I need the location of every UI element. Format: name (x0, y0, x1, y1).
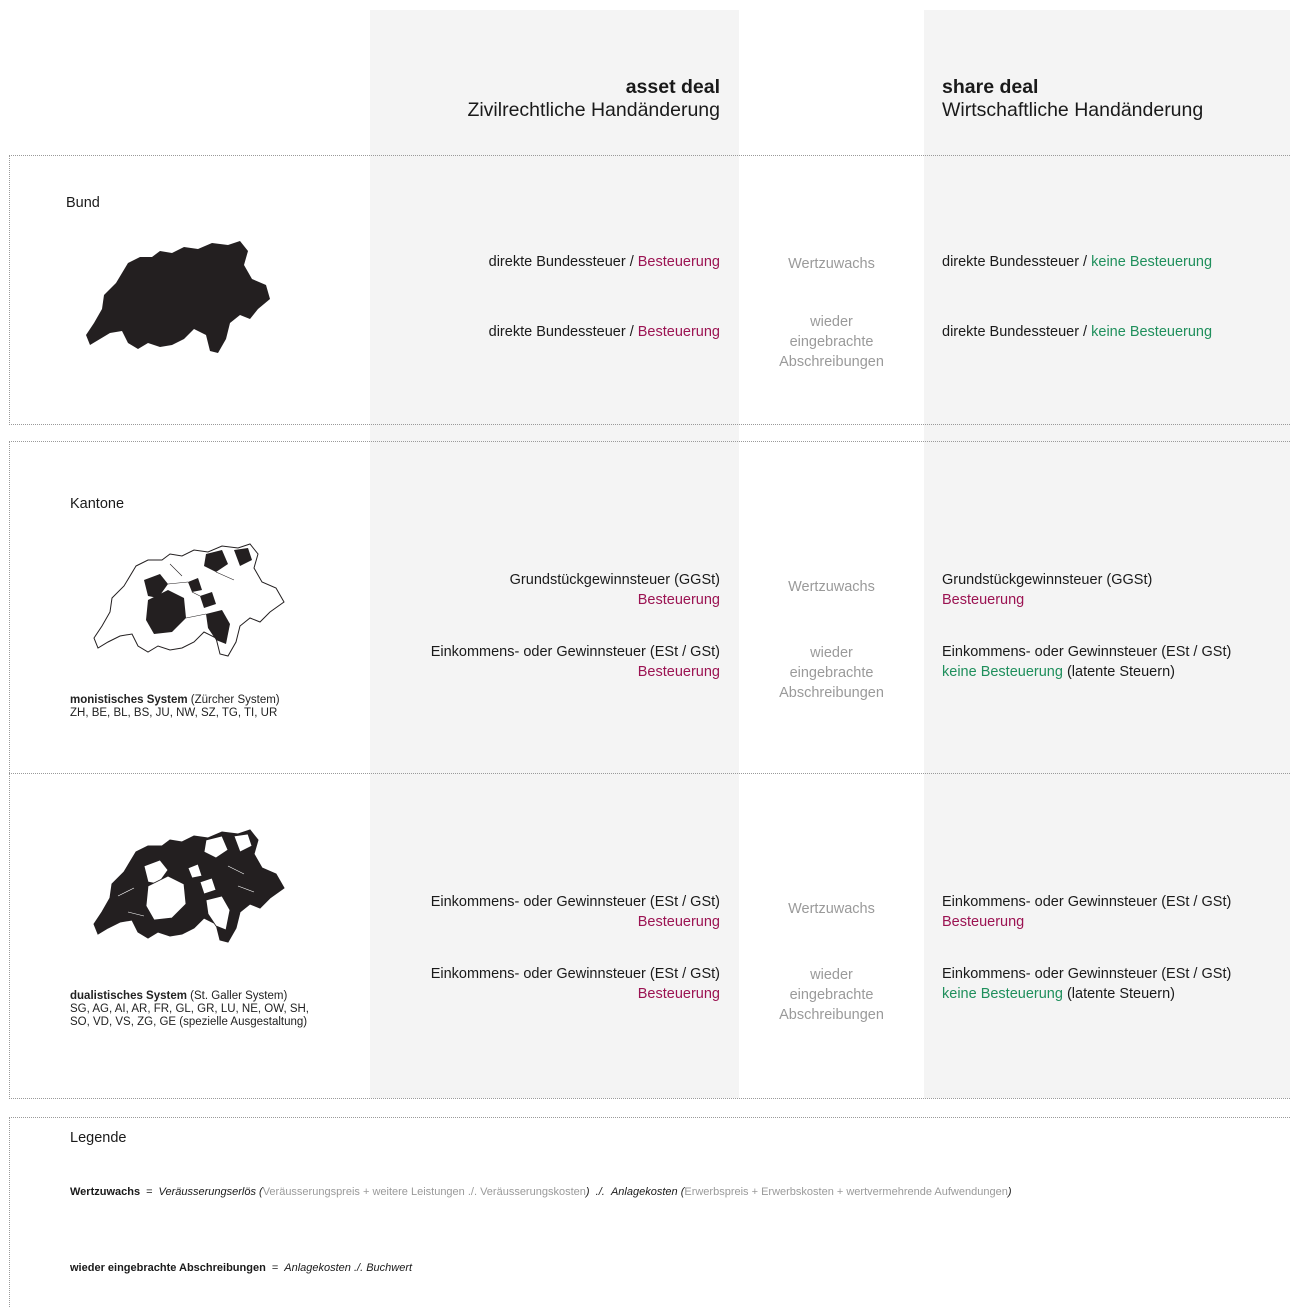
bund-middle-row-2: wieder eingebrachte Abschreibungen (779, 314, 884, 370)
bund-share-row-1 (942, 252, 1212, 272)
asset-deal-subtitle: Zivilrechtliche Handänderung (467, 99, 720, 121)
legend-part: Veräusserungserlös (158, 1186, 256, 1198)
tax-name: Einkommens- oder Gewinnsteuer (ESt / GSt) (942, 894, 1232, 910)
legend-operator: ./. (595, 1186, 605, 1198)
share-deal-header (942, 76, 1203, 122)
tax-status: keine Besteuerung (942, 986, 1063, 1002)
tax-name: Grundstückgewinnsteuer (GGSt) (509, 572, 720, 588)
legend-paren: ) (1007, 1186, 1012, 1198)
tax-status: Besteuerung (942, 914, 1025, 930)
dualistic-system-caption (70, 990, 309, 1029)
mono-middle-row-1: Wertzuwachs (788, 579, 875, 595)
tax-status: keine Besteuerung (1091, 254, 1213, 270)
asset-deal-header (467, 76, 720, 122)
asset-deal-title: asset deal (625, 76, 720, 98)
monistic-cantons-map-icon (88, 540, 303, 670)
share-deal-subtitle: Wirtschaftliche Handänderung (942, 99, 1204, 121)
tax-name: direkte Bundessteuer / (488, 324, 638, 340)
tax-status: Besteuerung (637, 986, 720, 1002)
bund-label: Bund (66, 195, 100, 211)
legend-title: Legende (70, 1130, 127, 1146)
legend-paren: ) (585, 1186, 590, 1198)
tax-name: direkte Bundessteuer / (942, 254, 1092, 270)
dual-asset-row-2 (431, 964, 720, 1004)
legend-equals: = (146, 1186, 153, 1198)
dual-share-row-1 (942, 892, 1231, 932)
legend-paren: ( (680, 1186, 685, 1198)
tax-name: Einkommens- oder Gewinnsteuer (ESt / GSt) (430, 966, 720, 982)
mono-asset-row-1 (510, 570, 720, 610)
tax-status: keine Besteuerung (1091, 324, 1213, 340)
mono-share-row-1 (942, 570, 1152, 610)
legend-section (9, 1117, 1290, 1307)
legend-detail: Veräusserungspreis + weitere Leistungen ./. Veräusserungskosten (262, 1186, 586, 1198)
tax-note: (latente Steuern) (1062, 986, 1175, 1002)
canton-list: SG, AG, AI, AR, FR, GL, GR, LU, NE, OW, SH, (70, 1003, 310, 1015)
mono-share-row-2 (942, 642, 1231, 682)
tax-name: Einkommens- oder Gewinnsteuer (ESt / GSt) (430, 644, 720, 660)
tax-name: Einkommens- oder Gewinnsteuer (ESt / GSt) (942, 644, 1232, 660)
dualistic-cantons-map-icon (88, 826, 303, 956)
tax-name: direkte Bundessteuer / (942, 324, 1092, 340)
system-note: (Zürcher System) (187, 694, 280, 706)
legend-row-wertzuwachs (70, 1186, 1011, 1198)
tax-name: Grundstückgewinnsteuer (GGSt) (942, 572, 1153, 588)
dual-middle-row-1: Wertzuwachs (788, 901, 875, 917)
kantone-label: Kantone (70, 496, 125, 512)
dual-middle-row-2: wieder eingebrachte Abschreibungen (779, 967, 884, 1023)
legend-part: Anlagekosten (610, 1186, 678, 1198)
bund-asset-row-2 (489, 322, 720, 342)
bund-share-row-2 (942, 322, 1212, 342)
canton-list: ZH, BE, BL, BS, JU, NW, SZ, TG, TI, UR (70, 707, 278, 719)
tax-status: Besteuerung (942, 592, 1025, 608)
mono-middle-row-2: wieder eingebrachte Abschreibungen (779, 645, 884, 701)
tax-status: Besteuerung (637, 914, 720, 930)
dual-share-row-2 (942, 964, 1231, 1004)
tax-name: Einkommens- oder Gewinnsteuer (ESt / GSt) (942, 966, 1232, 982)
tax-name: Einkommens- oder Gewinnsteuer (ESt / GSt) (430, 894, 720, 910)
mono-asset-row-2 (431, 642, 720, 682)
legend-term: Wertzuwachs (70, 1186, 141, 1198)
tax-status: Besteuerung (637, 254, 720, 270)
legend-detail: Erwerbspreis + Erwerbskosten + wertvermehrende Aufwendungen (684, 1186, 1008, 1198)
canton-list: SO, VD, VS, ZG, GE (spezielle Ausgestaltung) (70, 1016, 308, 1028)
bund-middle-row-1: Wertzuwachs (788, 256, 875, 272)
system-name: monistisches System (70, 694, 188, 706)
dual-asset-row-1 (431, 892, 720, 932)
tax-status: Besteuerung (637, 592, 720, 608)
tax-note: (latente Steuern) (1062, 664, 1175, 680)
share-deal-title: share deal (942, 76, 1039, 98)
system-note: (St. Galler System) (186, 990, 288, 1002)
legend-term: wieder eingebrachte Abschreibungen (70, 1262, 266, 1274)
legend-row-abschreibungen (70, 1262, 412, 1274)
tax-name: direkte Bundessteuer / (488, 254, 638, 270)
tax-status: Besteuerung (637, 664, 720, 680)
legend-equals: = (271, 1262, 279, 1274)
monistic-system-caption (70, 694, 280, 720)
tax-status: keine Besteuerung (942, 664, 1063, 680)
system-name: dualistisches System (70, 990, 187, 1002)
legend-paren: ( (259, 1186, 263, 1198)
kantone-divider (9, 773, 1290, 774)
tax-status: Besteuerung (637, 324, 720, 340)
bund-asset-row-1 (489, 252, 720, 272)
legend-expression: Anlagekosten ./. Buchwert (284, 1262, 413, 1274)
switzerland-map-icon (80, 235, 280, 365)
